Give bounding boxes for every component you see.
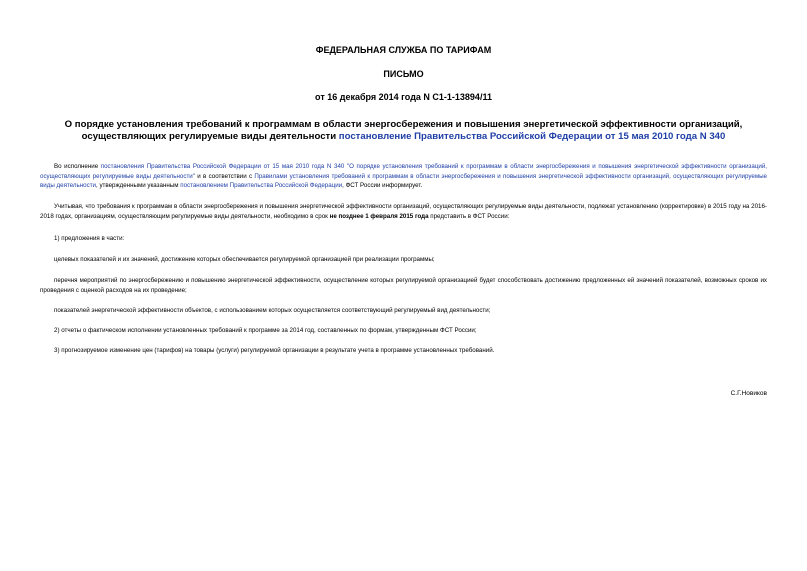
intro-text-2: и в соответствии с — [194, 172, 255, 180]
list-item-proposals: 1) предложения в части: — [54, 235, 125, 242]
list-item-reports: 2) отчеты о фактическом исполнении установленных требований к программе за 2014 год, составленных по формам, утвержденным ФСТ России; — [54, 327, 477, 334]
requirements-text-1: Учитывая, что требования к программам в области энергосбережения и повышения энергетической эффективности организаций, осуществляющих регулируемые виды деятельности, подлежат установлению (корректировке) в 2015 году на 2016-2018 годах, организациям, осуществляющим регулируемые виды деятельности, необходимо в срок — [40, 203, 767, 220]
document-title — [40, 119, 767, 143]
requirements-text-2: представить в ФСТ России: — [428, 212, 510, 220]
list-item-indicators: показателей энергетической эффективности объектов, с использованием которых осуществляется соответствующий регулируемый вид деятельности; — [54, 307, 491, 314]
paragraph-intro — [40, 162, 767, 191]
deadline-bold: не позднее 1 февраля 2015 года — [329, 212, 429, 220]
intro-text-1: Во исполнение — [54, 163, 101, 170]
list-item-targets: целевых показателей и их значений, достижение которых обеспечивается регулируемой организацией при реализации программы; — [54, 256, 435, 263]
document-date-number: от 16 декабря 2014 года N С1-1-13894/11 — [315, 92, 492, 102]
title-link[interactable]: постановление Правительства Российской Федерации от 15 мая 2010 года N 340 — [338, 131, 726, 142]
intro-text-3: , утвержденными указанным — [96, 182, 181, 189]
list-item-measures: перечня мероприятий по энергосбережению и повышению энергетической эффективности, осуществление которых регулируемой организацией будет способствовать достижению предложенных ей значений показателей, возможных сроков их проведения с оценкой расходов на их проведение; — [40, 277, 767, 294]
paragraph-requirements — [40, 202, 767, 221]
document-type: ПИСЬМО — [383, 69, 424, 79]
link-rules[interactable]: Правилами установления требований к программам в области энергосбережения и повышения энергетической эффективности организаций, осуществляющих регулируемые виды деятельности — [40, 172, 767, 189]
agency-name: ФЕДЕРАЛЬНАЯ СЛУЖБА ПО ТАРИФАМ — [315, 45, 492, 55]
link-resolution-340[interactable]: постановления Правительства Российской Федерации от 15 мая 2010 года N 340 "О порядке установления требований к программам в области энергосбережения и повышения энергетической эффективности организаций, осуществляющих регулируемые виды деятельности" — [40, 163, 767, 180]
list-item-prices: 3) прогнозируемое изменение цен (тарифов) на товары (услуги) регулируемой организации в результате учета в программе установленных требований. — [54, 347, 495, 354]
signature: С.Г.Новиков — [730, 390, 767, 397]
intro-text-4: , ФСТ России информирует. — [342, 182, 423, 189]
link-resolution[interactable]: постановлением Правительства Российской Федерации — [180, 182, 343, 189]
title-text: О порядке установления требований к программам в области энергосбережения и повышения энергетической эффективности организаций, осуществляющих регулируемые виды деятельности — [64, 119, 743, 142]
